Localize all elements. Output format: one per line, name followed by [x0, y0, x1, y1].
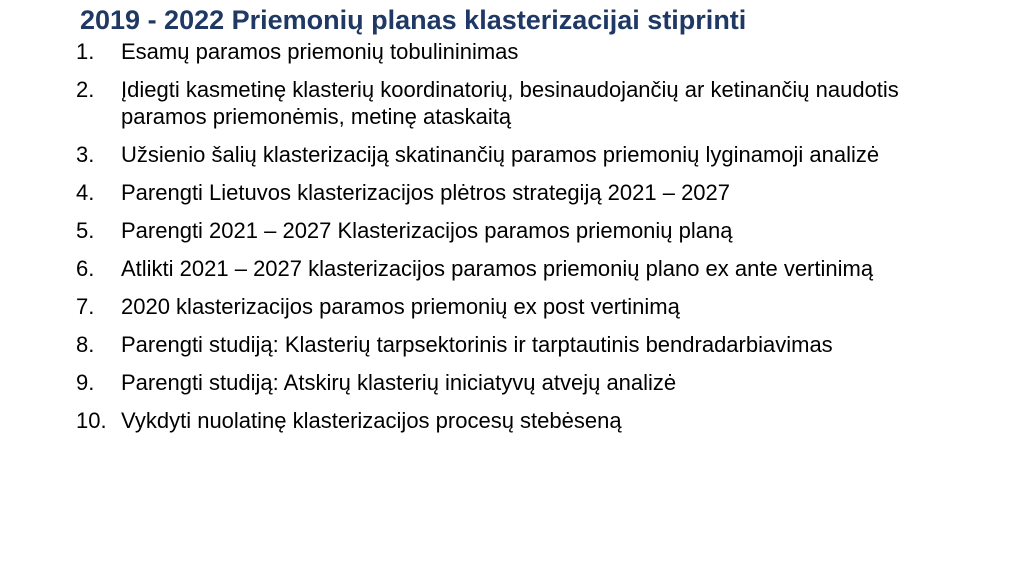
- list-item-text: Parengti studiją: Klasterių tarpsektorinis ir tarptautinis bendradarbiavimas: [121, 332, 833, 357]
- list-item-number: 3.: [76, 142, 95, 167]
- list-item-3: [76, 141, 976, 168]
- list-item-6: [76, 255, 976, 282]
- list-item-text: 2020 klasterizacijos paramos priemonių ex post vertinimą: [121, 294, 680, 319]
- list-item-text: Parengti 2021 – 2027 Klasterizacijos paramos priemonių planą: [121, 218, 733, 243]
- list-item-number: 9.: [76, 370, 95, 395]
- list-item-number: 6.: [76, 256, 95, 281]
- list-item-text: Vykdyti nuolatinę klasterizacijos procesų stebėseną: [121, 408, 622, 433]
- list-item-text: Parengti Lietuvos klasterizacijos plėtros strategiją 2021 – 2027: [121, 180, 731, 205]
- slide-title: 2019 - 2022 Priemonių planas klasterizacijai stiprinti: [80, 5, 747, 35]
- list-item-number: 2.: [76, 77, 95, 102]
- list-item-9: [76, 369, 976, 396]
- list-item-7: [76, 293, 976, 320]
- list-item-number: 8.: [76, 332, 95, 357]
- list-item-text: Parengti studiją: Atskirų klasterių iniciatyvų atvejų analizė: [121, 370, 677, 395]
- list-item-8: [76, 331, 976, 358]
- list-item-text: Atlikti 2021 – 2027 klasterizacijos paramos priemonių plano ex ante vertinimą: [121, 256, 874, 281]
- list-item-10: [76, 407, 976, 434]
- list-item-number: 7.: [76, 294, 95, 319]
- list-item-text: Užsienio šalių klasterizaciją skatinančių paramos priemonių lyginamoji analizė: [121, 142, 880, 167]
- list-item-4: [76, 179, 976, 206]
- list-item-number: 5.: [76, 218, 95, 243]
- list-item-text: Esamų paramos priemonių tobulininimas: [121, 39, 519, 64]
- list-item-1: [76, 38, 976, 65]
- list-item-number: 1.: [76, 39, 95, 64]
- list-item-2: [76, 76, 976, 130]
- list-item-5: [76, 217, 976, 244]
- list-item-number: 4.: [76, 180, 95, 205]
- list-item-number: 10.: [76, 408, 107, 433]
- action-list: [76, 38, 976, 445]
- list-item-text: Įdiegti kasmetinę klasterių koordinatorių, besinaudojančių ar ketinančių naudotis paramos priemonėmis, metinę ataskaitą: [121, 77, 899, 129]
